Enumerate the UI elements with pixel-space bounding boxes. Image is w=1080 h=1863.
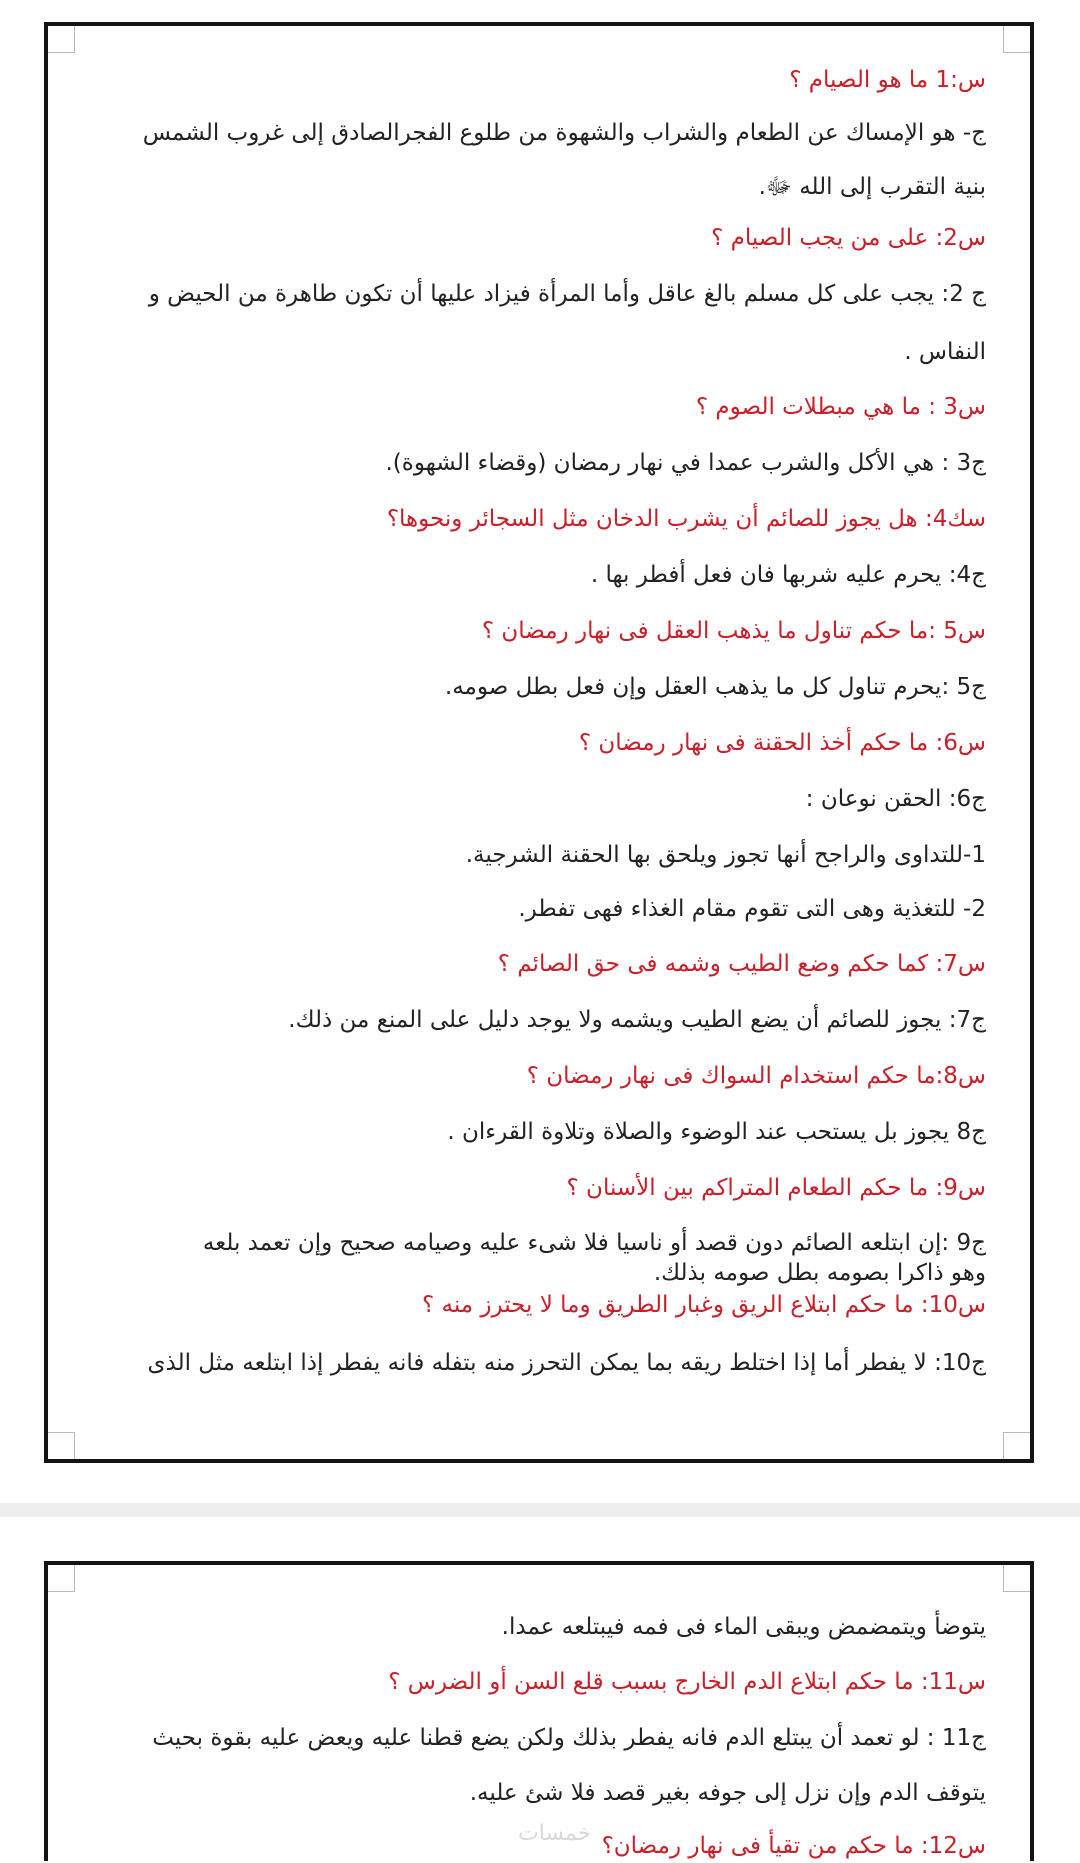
margin-corner-top-right <box>1003 26 1030 53</box>
question-line: س5 :ما حكم تناول ما يذهب العقل فى نهار رمضان ؟ <box>481 618 986 644</box>
answer-line: ج3 : هي الأكل والشرب عمدا في نهار رمضان (وقضاء الشهوة). <box>385 450 986 476</box>
answer-line: 2- للتغذية وهى التى تقوم مقام الغذاء فهى تفطر. <box>518 896 986 922</box>
document-page-1 <box>44 22 1034 1463</box>
question-line: س:1 ما هو الصيام ؟ <box>789 67 986 93</box>
question-line: س10: ما حكم ابتلاع الريق وغبار الطريق وما لا يحترز منه ؟ <box>422 1292 986 1318</box>
answer-line: ج11 : لو تعمد أن يبتلع الدم فانه يفطر بذلك ولكن يضع قطنا عليه ويعض عليه بقوة بحيث <box>152 1725 986 1751</box>
answer-line: ج 2: يجب على كل مسلم بالغ عاقل وأما المرأة فيزاد عليها أن تكون طاهرة من الحيض و <box>148 281 986 307</box>
answer-line: ج- هو الإمساك عن الطعام والشراب والشهوة من طلوع الفجرالصادق إلى غروب الشمس <box>142 120 986 146</box>
answer-line: ج10: لا يفطر أما إذا اختلط ريقه بما يمكن التحرز منه بتفله فانه يفطر إذا ابتلعه مثل الذى <box>147 1350 986 1376</box>
answer-line: يتوضأ ويتمضمض ويبقى الماء فى فمه فيبتلعه عمدا. <box>501 1614 986 1640</box>
answer-line: ج5 :يحرم تناول كل ما يذهب العقل وإن فعل بطل صومه. <box>444 674 986 700</box>
answer-line: وهو ذاكرا بصومه بطل صومه بذلك. <box>653 1260 986 1286</box>
question-line: س7: كما حكم وضع الطيب وشمه فى حق الصائم ؟ <box>497 951 986 977</box>
question-line: س3 : ما هي مبطلات الصوم ؟ <box>695 394 986 420</box>
question-line: س2: على من يجب الصيام ؟ <box>711 225 986 251</box>
document-page-2 <box>44 1561 1034 1861</box>
question-line: س12: ما حكم من تقيأ فى نهار رمضان؟ <box>601 1833 986 1859</box>
question-line: س11: ما حكم ابتلاع الدم الخارج بسبب قلع السن أو الضرس ؟ <box>388 1669 986 1695</box>
margin-corner-top-left <box>48 1565 75 1592</box>
answer-line: 1-للتداوى والراجح أنها تجوز ويلحق بها الحقنة الشرجية. <box>465 842 986 868</box>
margin-corner-bottom-left <box>48 1432 75 1459</box>
answer-line: ج4: يحرم عليه شربها فان فعل أفطر بها . <box>590 562 986 588</box>
question-line: سك4: هل يجوز للصائم أن يشرب الدخان مثل السجائر ونحوها؟ <box>386 506 986 532</box>
margin-corner-top-right <box>1003 1565 1030 1592</box>
watermark-text: خمسات <box>518 1821 592 1846</box>
answer-line: النفاس . <box>904 339 986 365</box>
page-separator <box>0 1503 1080 1517</box>
answer-line: ج8 يجوز بل يستحب عند الوضوء والصلاة وتلاوة القرءان . <box>447 1119 986 1145</box>
margin-corner-top-left <box>48 26 75 53</box>
question-line: س6: ما حكم أخذ الحقنة فى نهار رمضان ؟ <box>578 730 986 756</box>
answer-line: ج7: يجوز للصائم أن يضع الطيب ويشمه ولا يوجد دليل على المنع من ذلك. <box>288 1007 986 1033</box>
answer-line: ج6: الحقن نوعان : <box>805 786 986 812</box>
margin-corner-bottom-right <box>1003 1432 1030 1459</box>
answer-line: بنية التقرب إلى الله ﷻ. <box>758 174 986 200</box>
question-line: س8:ما حكم استخدام السواك فى نهار رمضان ؟ <box>526 1063 986 1089</box>
answer-line: يتوقف الدم وإن نزل إلى جوفه بغير قصد فلا شئ عليه. <box>469 1780 986 1806</box>
question-line: س9: ما حكم الطعام المتراكم بين الأسنان ؟ <box>566 1175 986 1201</box>
answer-line: ج9 :إن ابتلعه الصائم دون قصد أو ناسيا فلا شىء عليه وصيامه صحيح وإن تعمد بلعه <box>202 1230 986 1256</box>
